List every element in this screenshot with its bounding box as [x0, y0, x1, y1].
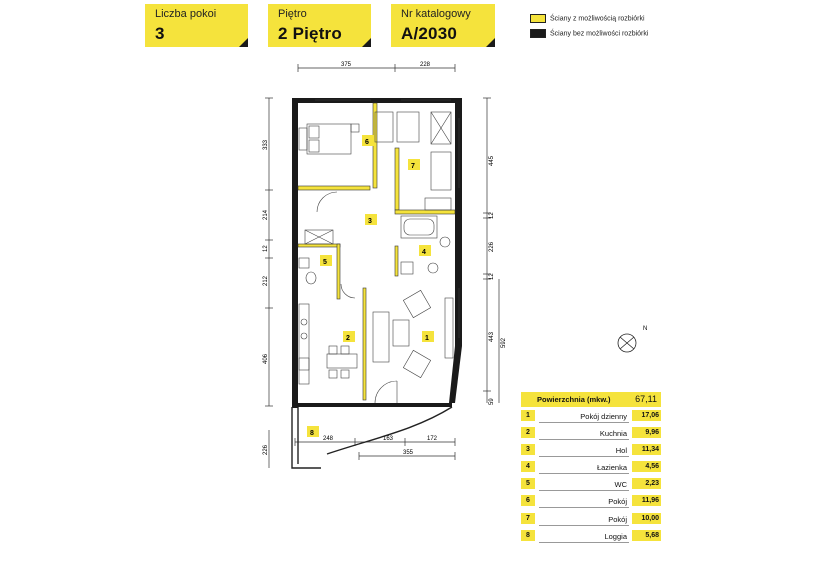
- row-number: 6: [521, 495, 535, 506]
- row-number: 7: [521, 513, 535, 524]
- room-area: 11,96: [632, 495, 661, 506]
- legend-item-structural: [530, 29, 648, 38]
- table-row: [521, 492, 661, 509]
- compass-north-label: N: [643, 326, 648, 332]
- row-number: 1: [521, 410, 535, 421]
- room-name: Pokój: [608, 497, 627, 507]
- dim-label: 248: [323, 436, 334, 442]
- windows: [315, 100, 459, 338]
- card-rooms-value: 3: [155, 24, 165, 43]
- room-name: Pokój dzienny: [580, 412, 627, 421]
- room-area: 10,00: [632, 513, 661, 524]
- dim-label: 172: [427, 436, 438, 442]
- dim-label: 375: [341, 62, 352, 68]
- room-marker-7: [408, 159, 420, 170]
- dim-label: 163: [383, 436, 394, 442]
- card-floor: [268, 4, 371, 47]
- yellow-swatch-icon: [530, 14, 546, 23]
- svg-text:4: 4: [422, 249, 426, 256]
- room-area: 11,34: [632, 444, 661, 455]
- dim-label: 443: [489, 331, 495, 342]
- room-area: 5,68: [632, 530, 661, 541]
- room-area: 9,96: [632, 427, 661, 438]
- table-row: [521, 475, 661, 492]
- row-number: 8: [521, 530, 535, 541]
- svg-text:5: 5: [323, 259, 327, 266]
- dim-label: 12: [489, 273, 495, 280]
- legend-item-removable: [530, 14, 645, 23]
- room-marker-1: [422, 331, 434, 342]
- svg-text:3: 3: [368, 218, 372, 225]
- area-header-label: Powierzchnia (mkw.): [537, 395, 611, 404]
- table-row: [521, 527, 661, 544]
- room-name: Łazienka: [596, 463, 627, 473]
- interior-partitions: [298, 103, 455, 400]
- room-marker-2: [343, 331, 355, 342]
- area-total: 67,11: [635, 394, 657, 404]
- dim-label: 214: [263, 209, 269, 220]
- row-number: 5: [521, 478, 535, 489]
- room-name: WC: [614, 480, 627, 490]
- dim-label: 355: [403, 450, 414, 456]
- card-catalog: [391, 4, 495, 47]
- room-marker-4: [419, 245, 431, 256]
- area-table: [521, 392, 661, 544]
- table-row: [521, 510, 661, 527]
- room-name: Loggia: [604, 531, 627, 541]
- room-marker-3: [365, 214, 377, 225]
- room-marker-6: [362, 135, 374, 146]
- compass-icon: [618, 334, 636, 352]
- dim-label: 592: [501, 337, 507, 348]
- room-area: 2,23: [632, 478, 661, 489]
- room-name: Pokój: [608, 514, 627, 524]
- dim-label: 228: [420, 62, 431, 68]
- table-row: [521, 424, 661, 441]
- dim-label: 12: [263, 245, 269, 252]
- svg-text:8: 8: [310, 430, 314, 437]
- legend-label: Ściany bez możliwości rozbiórki: [550, 30, 649, 38]
- room-name: Kuchnia: [599, 429, 627, 439]
- dim-label: 212: [263, 275, 269, 286]
- room-marker-8: [307, 426, 319, 437]
- card-rooms-caption: Liczba pokoi: [155, 8, 217, 20]
- row-number: 3: [521, 444, 535, 455]
- dim-label: 226: [489, 241, 495, 252]
- dim-label: 333: [263, 139, 269, 150]
- card-rooms: [145, 4, 248, 47]
- svg-text:1: 1: [425, 335, 429, 342]
- svg-text:2: 2: [346, 335, 350, 342]
- card-fold-icon: [486, 38, 495, 47]
- room-marker-5: [320, 255, 332, 266]
- room-area: 4,56: [632, 461, 661, 472]
- black-swatch-icon: [530, 29, 546, 38]
- svg-text:7: 7: [411, 163, 415, 170]
- legend-label: Ściany z możliwością rozbiórki: [550, 15, 645, 23]
- area-table-header: [521, 392, 661, 407]
- dim-label: 445: [489, 155, 495, 166]
- table-row: [521, 441, 661, 458]
- dim-label: 226: [263, 444, 269, 455]
- dim-label: 12: [489, 212, 495, 219]
- card-catalog-caption: Nr katalogowy: [401, 8, 471, 20]
- row-number: 2: [521, 427, 535, 438]
- card-catalog-value: A/2030: [401, 24, 458, 43]
- card-floor-caption: Piętro: [278, 8, 307, 20]
- dimension-top: [298, 64, 455, 72]
- dim-label: 406: [263, 353, 269, 364]
- row-number: 4: [521, 461, 535, 472]
- card-floor-value: 2 Piętro: [278, 24, 342, 43]
- room-area: 17,06: [632, 410, 661, 421]
- room-name: Hol: [615, 446, 627, 456]
- dim-label: 59: [489, 398, 495, 405]
- card-fold-icon: [239, 38, 248, 47]
- table-row: [521, 458, 661, 475]
- table-row: [521, 407, 661, 424]
- card-fold-icon: [362, 38, 371, 47]
- svg-text:6: 6: [365, 139, 369, 146]
